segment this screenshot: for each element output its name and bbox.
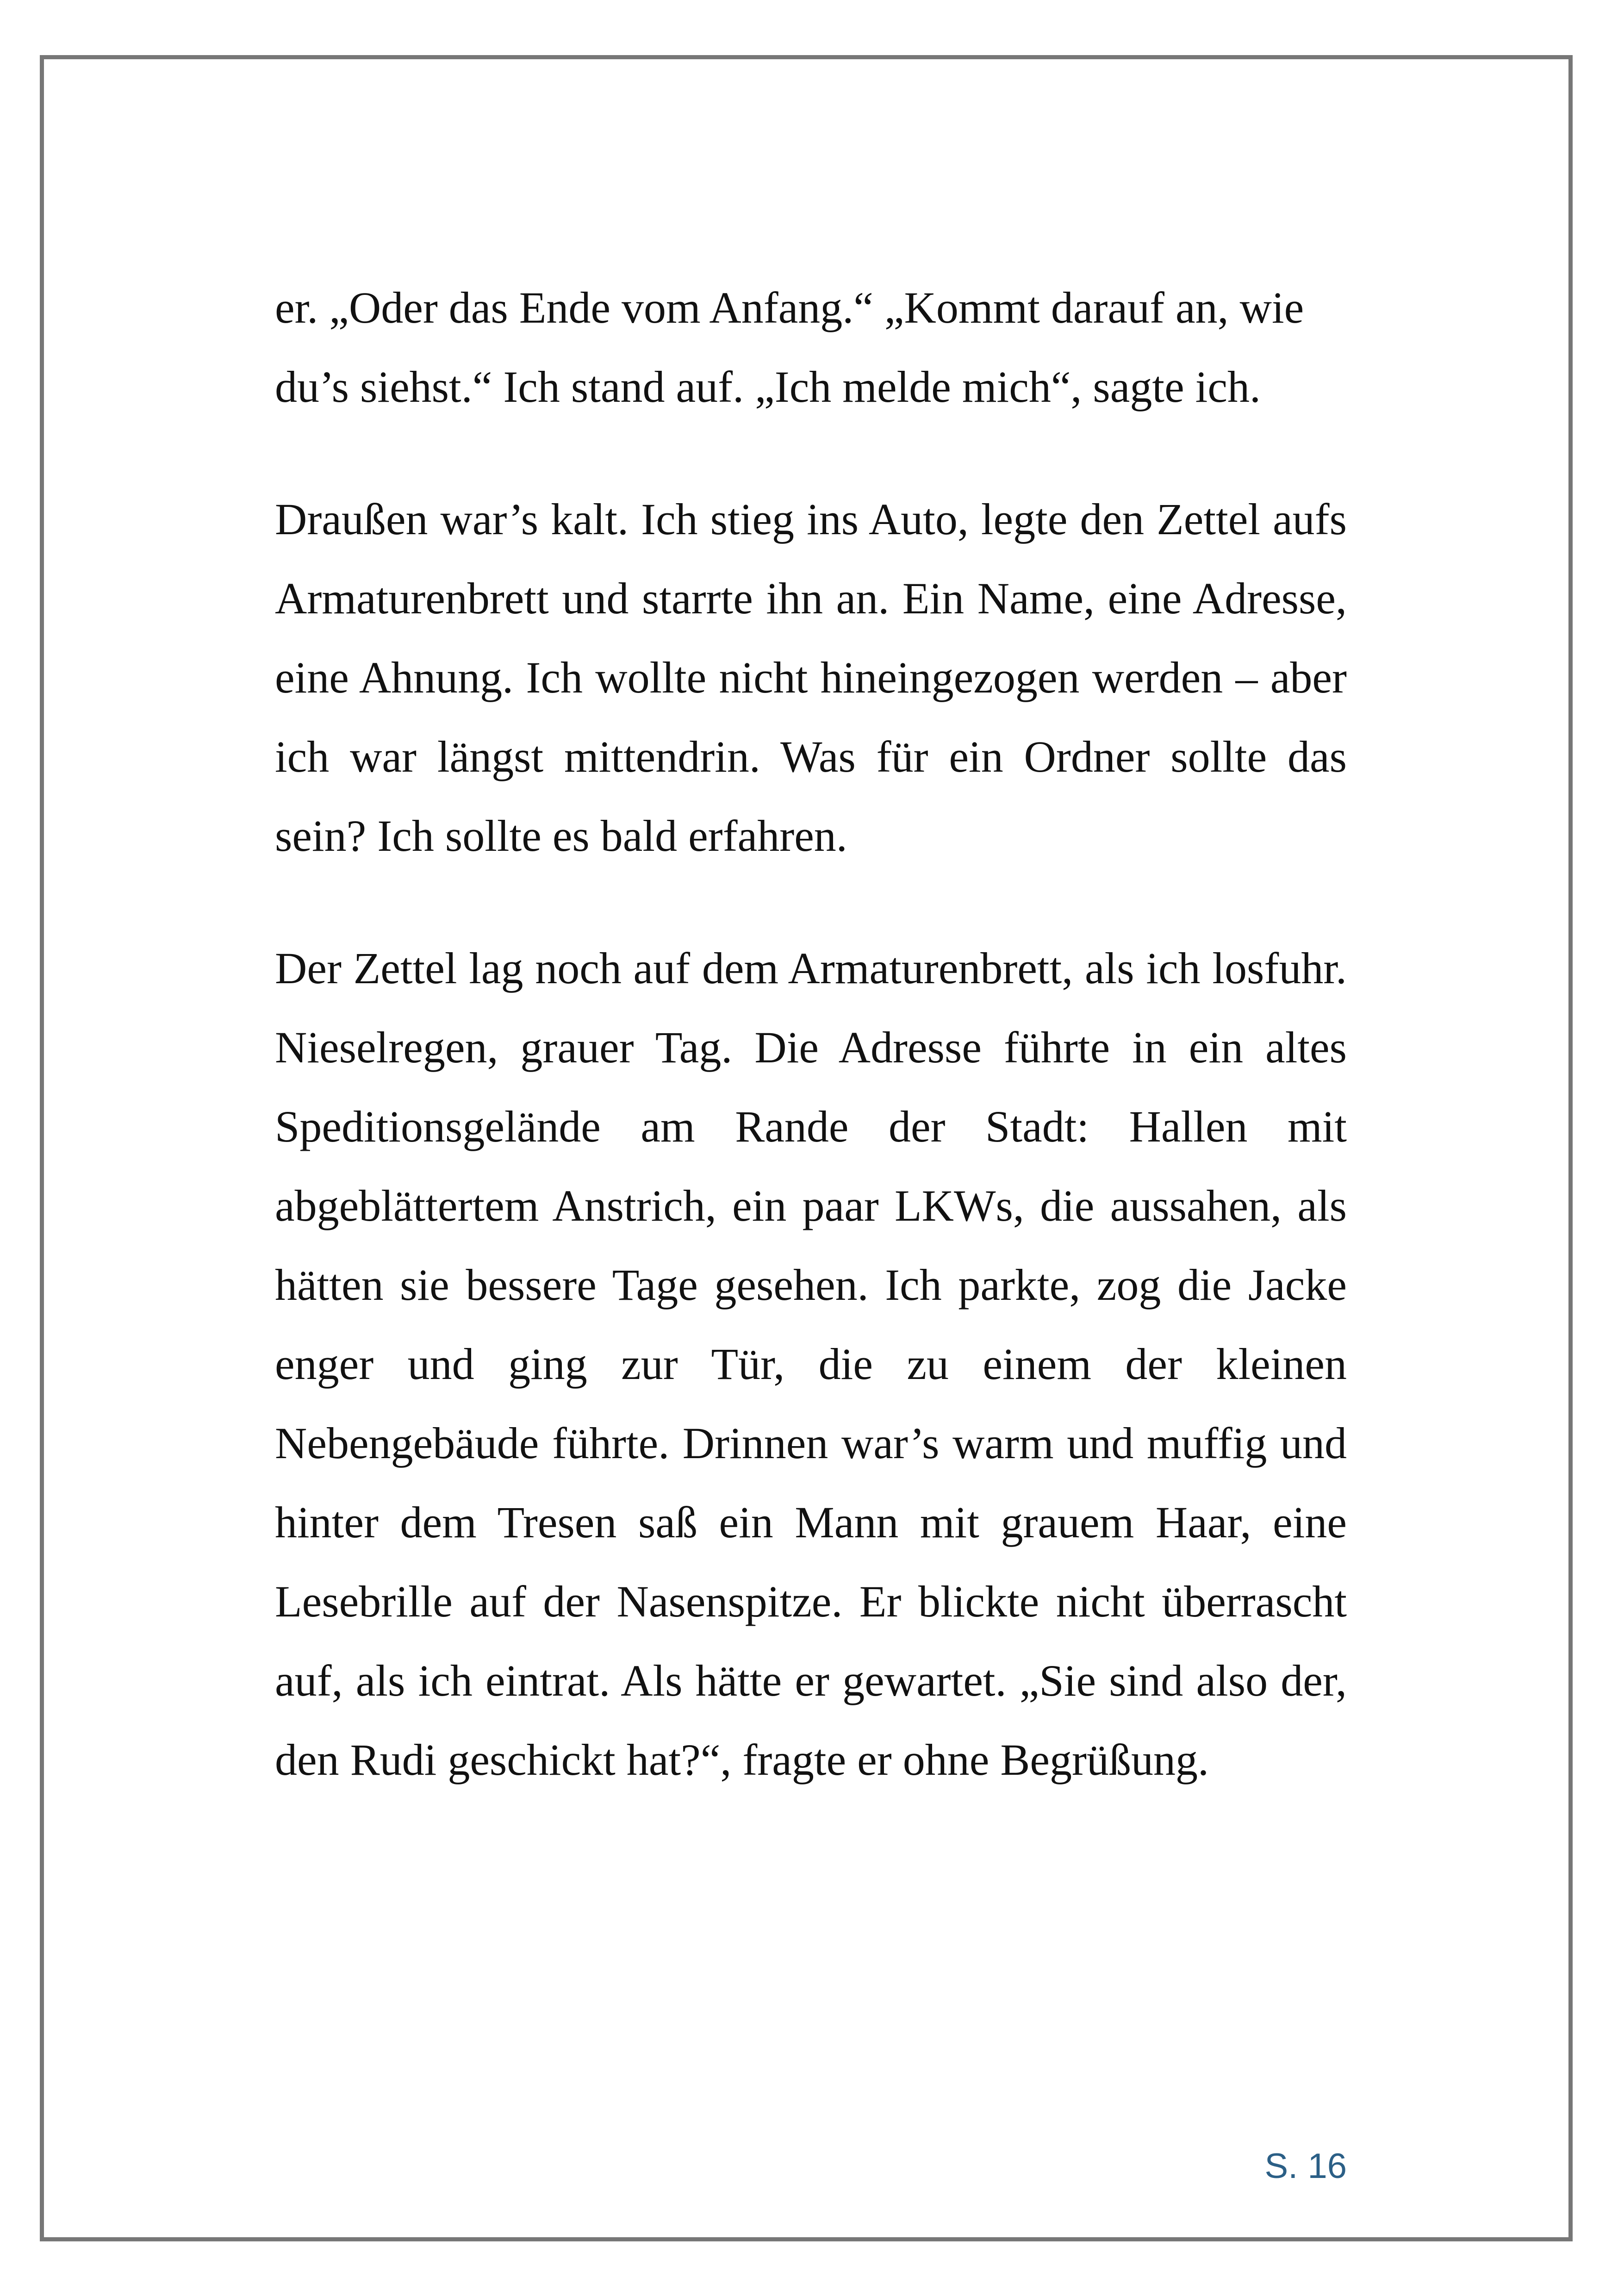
paragraph-drive: Draußen war’s kalt. Ich stieg ins Auto, legte den Zettel aufs Armaturenbrett und starrte ihn an. Ein Name, eine Adresse, eine Ahnung. Ich wollte nicht hineingezogen werden – aber ich war längst mittendrin. Was für ein Ordner sollte das sein? Ich sollte es bald erfahren. (275, 494, 1347, 861)
document-body (275, 268, 1347, 1799)
paragraph-arrival: Der Zettel lag noch auf dem Armaturenbrett, als ich losfuhr. Nieselregen, grauer Tag. Die Adresse führte in ein altes Speditionsgelände am Rande der Stadt: Hallen mit abgeblättertem Anstrich, ein paar LKWs, die aussahen, als hätten sie bessere Tage gesehen. Ich parkte, zog die Jacke enger und ging zur Tür, die zu einem der kleinen Nebengebäude führte. Drinnen war’s warm und muffig und hinter dem Tresen saß ein Mann mit grauem Haar, eine Lesebrille auf der Nasenspitze. Er blickte nicht überrascht auf, als ich eintrat. Als hätte er gewartet. „Sie sind also der, den Rudi geschickt hat?“, fragte er ohne Begrüßung. (275, 943, 1347, 1784)
paragraph-continuation: er. „Oder das Ende vom Anfang.“ „Kommt darauf an, wie du’s siehst.“ Ich stand auf. „Ich melde mich“, sagte ich. (275, 283, 1304, 412)
page-number: S. 16 (1264, 2146, 1347, 2186)
